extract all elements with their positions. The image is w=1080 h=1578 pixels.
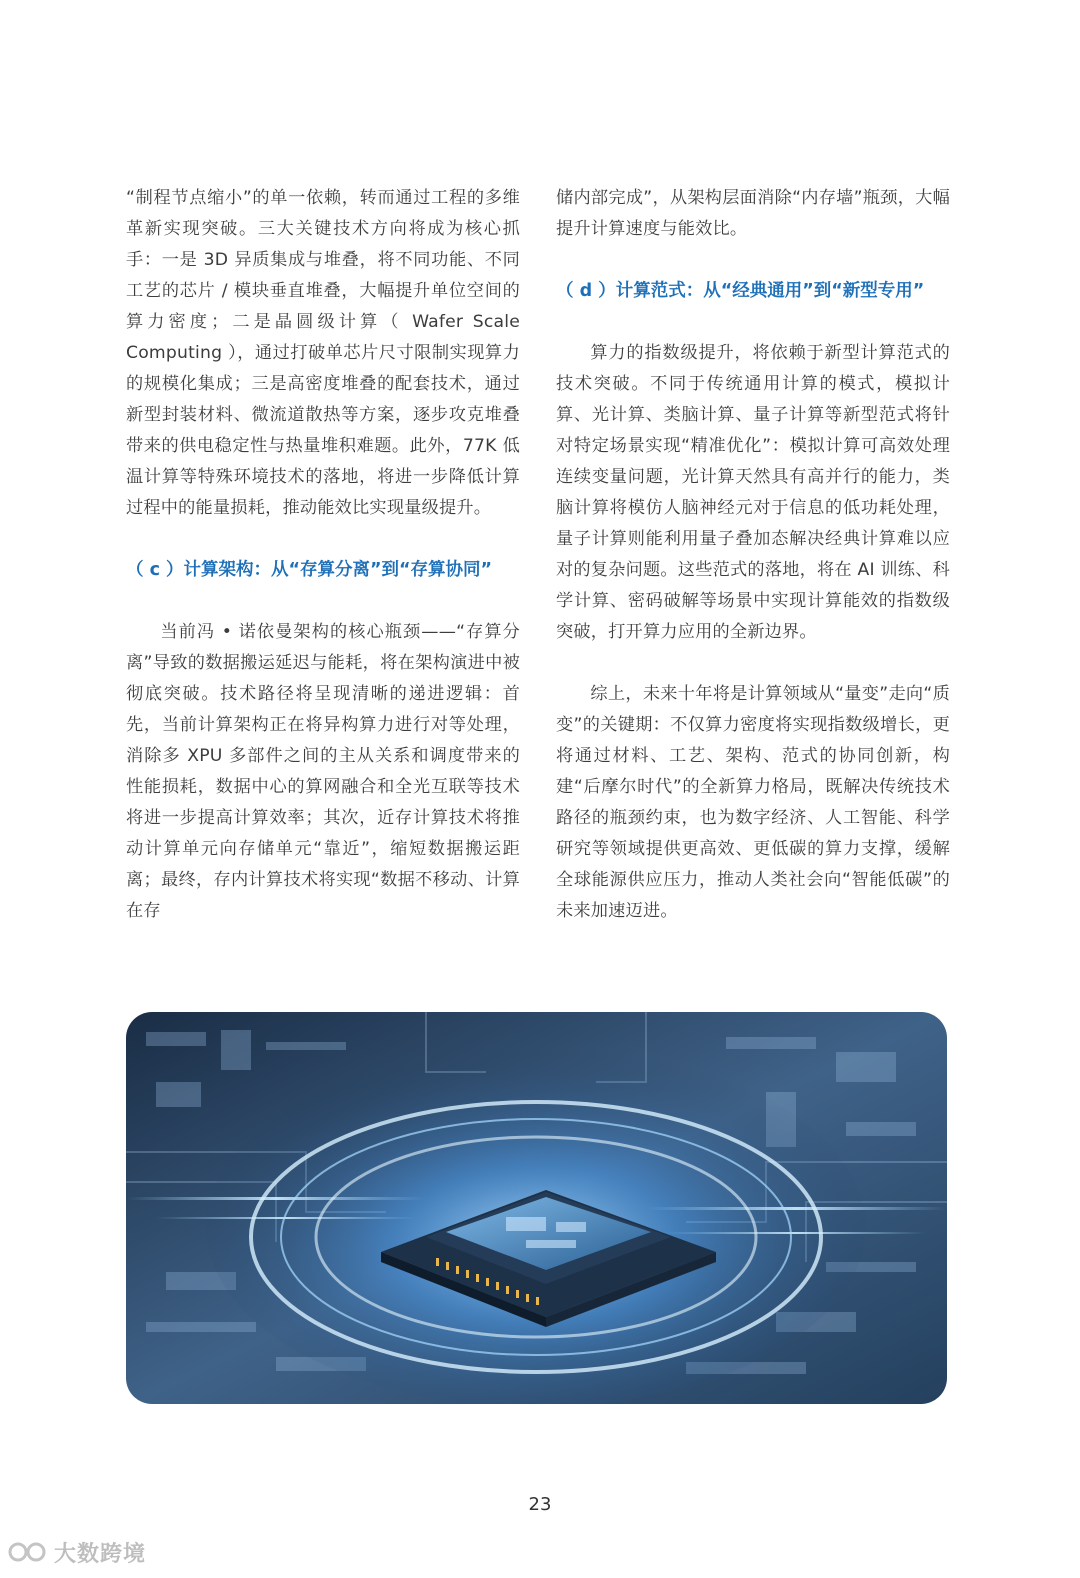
body-paragraph: 当前冯 • 诺依曼架构的核心瓶颈——“存算分离”导致的数据搬运延迟与能耗，将在架构演进中被彻底突破。技术路径将呈现清晰的递进逻辑：首先，当前计算架构正在将异构算力进行对等处理，消除多 XPU 多部件之间的主从关系和调度带来的性能损耗，数据中心的算网融合和全光互联等技术将进一步提高计算效率；其次，近存计算技术将推动计算单元向存储单元“靠近”，缩短数据搬运距离；最终，存内计算技术将实现“数据不移动、计算在存 <box>126 622 520 921</box>
body-paragraph: 储内部完成”，从架构层面消除“内存墙”瓶颈，大幅提升计算速度与能效比。 <box>556 188 950 239</box>
section-heading-c: （ c ）计算架构：从“存算分离”到“存算协同” <box>126 560 493 580</box>
chip-illustration <box>126 1012 947 1404</box>
left-column <box>126 183 520 927</box>
body-paragraph: “制程节点缩小”的单一依赖，转而通过工程的多维革新实现突破。三大关键技术方向将成为核心抓手：一是 3D 异质集成与堆叠，将不同功能、不同工艺的芯片 / 模块垂直堆叠，大幅提升单位空间的算力密度；二是晶圆级计算（ Wafer Scale Computing ），通过打破单芯片尺寸限制实现算力的规模化集成；三是高密度堆叠的配套技术，通过新型封装材料、微流道散热等方案，逐步攻克堆叠带来的供电稳定性与热量堆积难题。此外，77K 低温计算等特殊环境技术的落地，将进一步降低计算过程中的能量损耗，推动能效比实现量级提升。 <box>126 188 520 518</box>
watermark-text: 大数跨境 <box>54 1541 147 1567</box>
right-column <box>556 183 950 927</box>
section-heading-d: （ d ）计算范式：从“经典通用”到“新型专用” <box>556 281 925 301</box>
chip-image <box>126 1012 947 1404</box>
watermark-icon <box>8 1539 48 1565</box>
watermark-logo <box>8 1532 146 1572</box>
page-number: 23 <box>528 1494 552 1515</box>
body-paragraph: 算力的指数级提升，将依赖于新型计算范式的技术突破。不同于传统通用计算的模式，模拟计算、光计算、类脑计算、量子计算等新型范式将针对特定场景实现“精准优化”：模拟计算可高效处理连续变量问题，光计算天然具有高并行的能力，类脑计算将模仿人脑神经元对于信息的低功耗处理，量子计算则能利用量子叠加态解决经典计算难以应对的复杂问题。这些范式的落地，将在 AI 训练、科学计算、密码破解等场景中实现计算能效的指数级突破，打开算力应用的全新边界。 <box>556 343 950 642</box>
body-paragraph: 综上，未来十年将是计算领域从“量变”走向“质变”的关键期：不仅算力密度将实现指数级增长，更将通过材料、工艺、架构、范式的协同创新，构建“后摩尔时代”的全新算力格局，既解决传统技术路径的瓶颈约束，也为数字经济、人工智能、科学研究等领域提供更高效、更低碳的算力支撑，缓解全球能源供应压力，推动人类社会向“智能低碳”的未来加速迈进。 <box>556 684 950 921</box>
